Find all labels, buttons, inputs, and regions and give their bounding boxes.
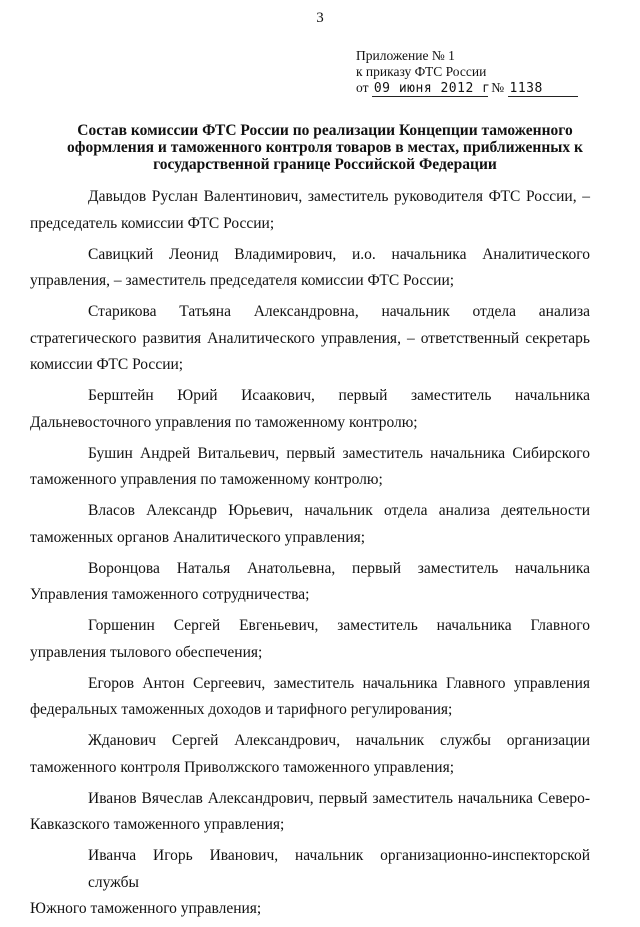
list-item <box>30 383 590 436</box>
member-first-line: Иванча Игорь Иванович, начальник организационно-инспекторской службы <box>88 847 590 891</box>
document-title <box>60 122 590 173</box>
member-continuation-line: председатель комиссии ФТС России; <box>30 214 275 232</box>
appendix-line-1: Приложение № 1 <box>356 48 455 63</box>
member-continuation-line: Южного таможенного управления; <box>30 900 262 917</box>
member-first-line: Воронцова Наталья Анатольевна, первый заместитель начальника <box>88 559 590 577</box>
list-item <box>30 242 590 295</box>
list-item <box>30 299 590 379</box>
member-continuation-line: стратегического развития Аналитического управления, – ответственный секретарь <box>30 329 590 347</box>
list-item <box>30 671 590 724</box>
list-item <box>30 613 590 666</box>
member-first-line: Старикова Татьяна Александровна, начальник отдела анализа <box>88 303 590 320</box>
member-continuation-line: Кавказского таможенного управления; <box>30 816 285 833</box>
appendix-order-line <box>356 80 578 97</box>
member-continuation-line: таможенного управления по таможенному контролю; <box>30 471 383 488</box>
list-item <box>30 184 590 237</box>
member-first-line: Бушин Андрей Витальевич, первый заместитель начальника Сибирского <box>88 444 590 462</box>
title-line-1: Состав комиссии ФТС России по реализации Концепции таможенного <box>77 122 573 139</box>
list-item <box>30 556 590 609</box>
appendix-number-label: № <box>491 80 505 95</box>
member-continuation-line: Дальневосточного управления по таможенному контролю; <box>30 413 418 431</box>
commission-member-list <box>30 184 590 927</box>
list-item <box>30 728 590 781</box>
member-continuation-line: комиссии ФТС России; <box>30 356 184 373</box>
order-date: 09 июня 2012 г <box>373 81 491 96</box>
order-number: 1138 <box>508 82 578 97</box>
member-continuation-line: Управления таможенного сотрудничества; <box>30 586 310 603</box>
member-continuation-line: таможенного контроля Приволжского таможенного управления; <box>30 758 455 776</box>
page-number: 3 <box>316 10 324 26</box>
appendix-from-label: от <box>356 80 369 95</box>
member-first-line: Берштейн Юрий Исаакович, первый заместитель начальника <box>88 387 590 404</box>
member-first-line: Савицкий Леонид Владимирович, и.о. начальника Аналитического <box>88 245 590 263</box>
list-item <box>30 786 590 839</box>
member-continuation-line: таможенных органов Аналитического управления; <box>30 528 366 546</box>
member-first-line: Власов Александр Юрьевич, начальник отдела анализа деятельности <box>88 502 590 519</box>
member-first-line: Давыдов Руслан Валентинович, заместитель руководителя ФТС России, – <box>88 188 590 205</box>
title-line-2: оформления и таможенного контроля товаров в местах, приближенных к <box>67 139 583 156</box>
member-continuation-line: управления тылового обеспечения; <box>30 643 263 661</box>
member-first-line: Горшенин Сергей Евгеньевич, заместитель начальника Главного <box>88 617 590 634</box>
appendix-header <box>356 48 578 97</box>
member-continuation-line: федеральных таможенных доходов и тарифного регулирования; <box>30 701 453 718</box>
member-continuation-line: управления, – заместитель председателя комиссии ФТС России; <box>30 272 455 289</box>
list-item <box>30 441 590 494</box>
list-item <box>30 498 590 551</box>
member-first-line: Жданович Сергей Александрович, начальник службы организации <box>88 732 590 749</box>
member-first-line: Иванов Вячеслав Александрович, первый заместитель начальника Северо- <box>88 789 590 807</box>
appendix-line-2: к приказу ФТС России <box>356 64 487 79</box>
member-first-line: Егоров Антон Сергеевич, заместитель начальника Главного управления <box>88 674 590 692</box>
list-item <box>30 843 590 923</box>
title-line-3: государственной границе Российской Федерации <box>153 156 497 173</box>
